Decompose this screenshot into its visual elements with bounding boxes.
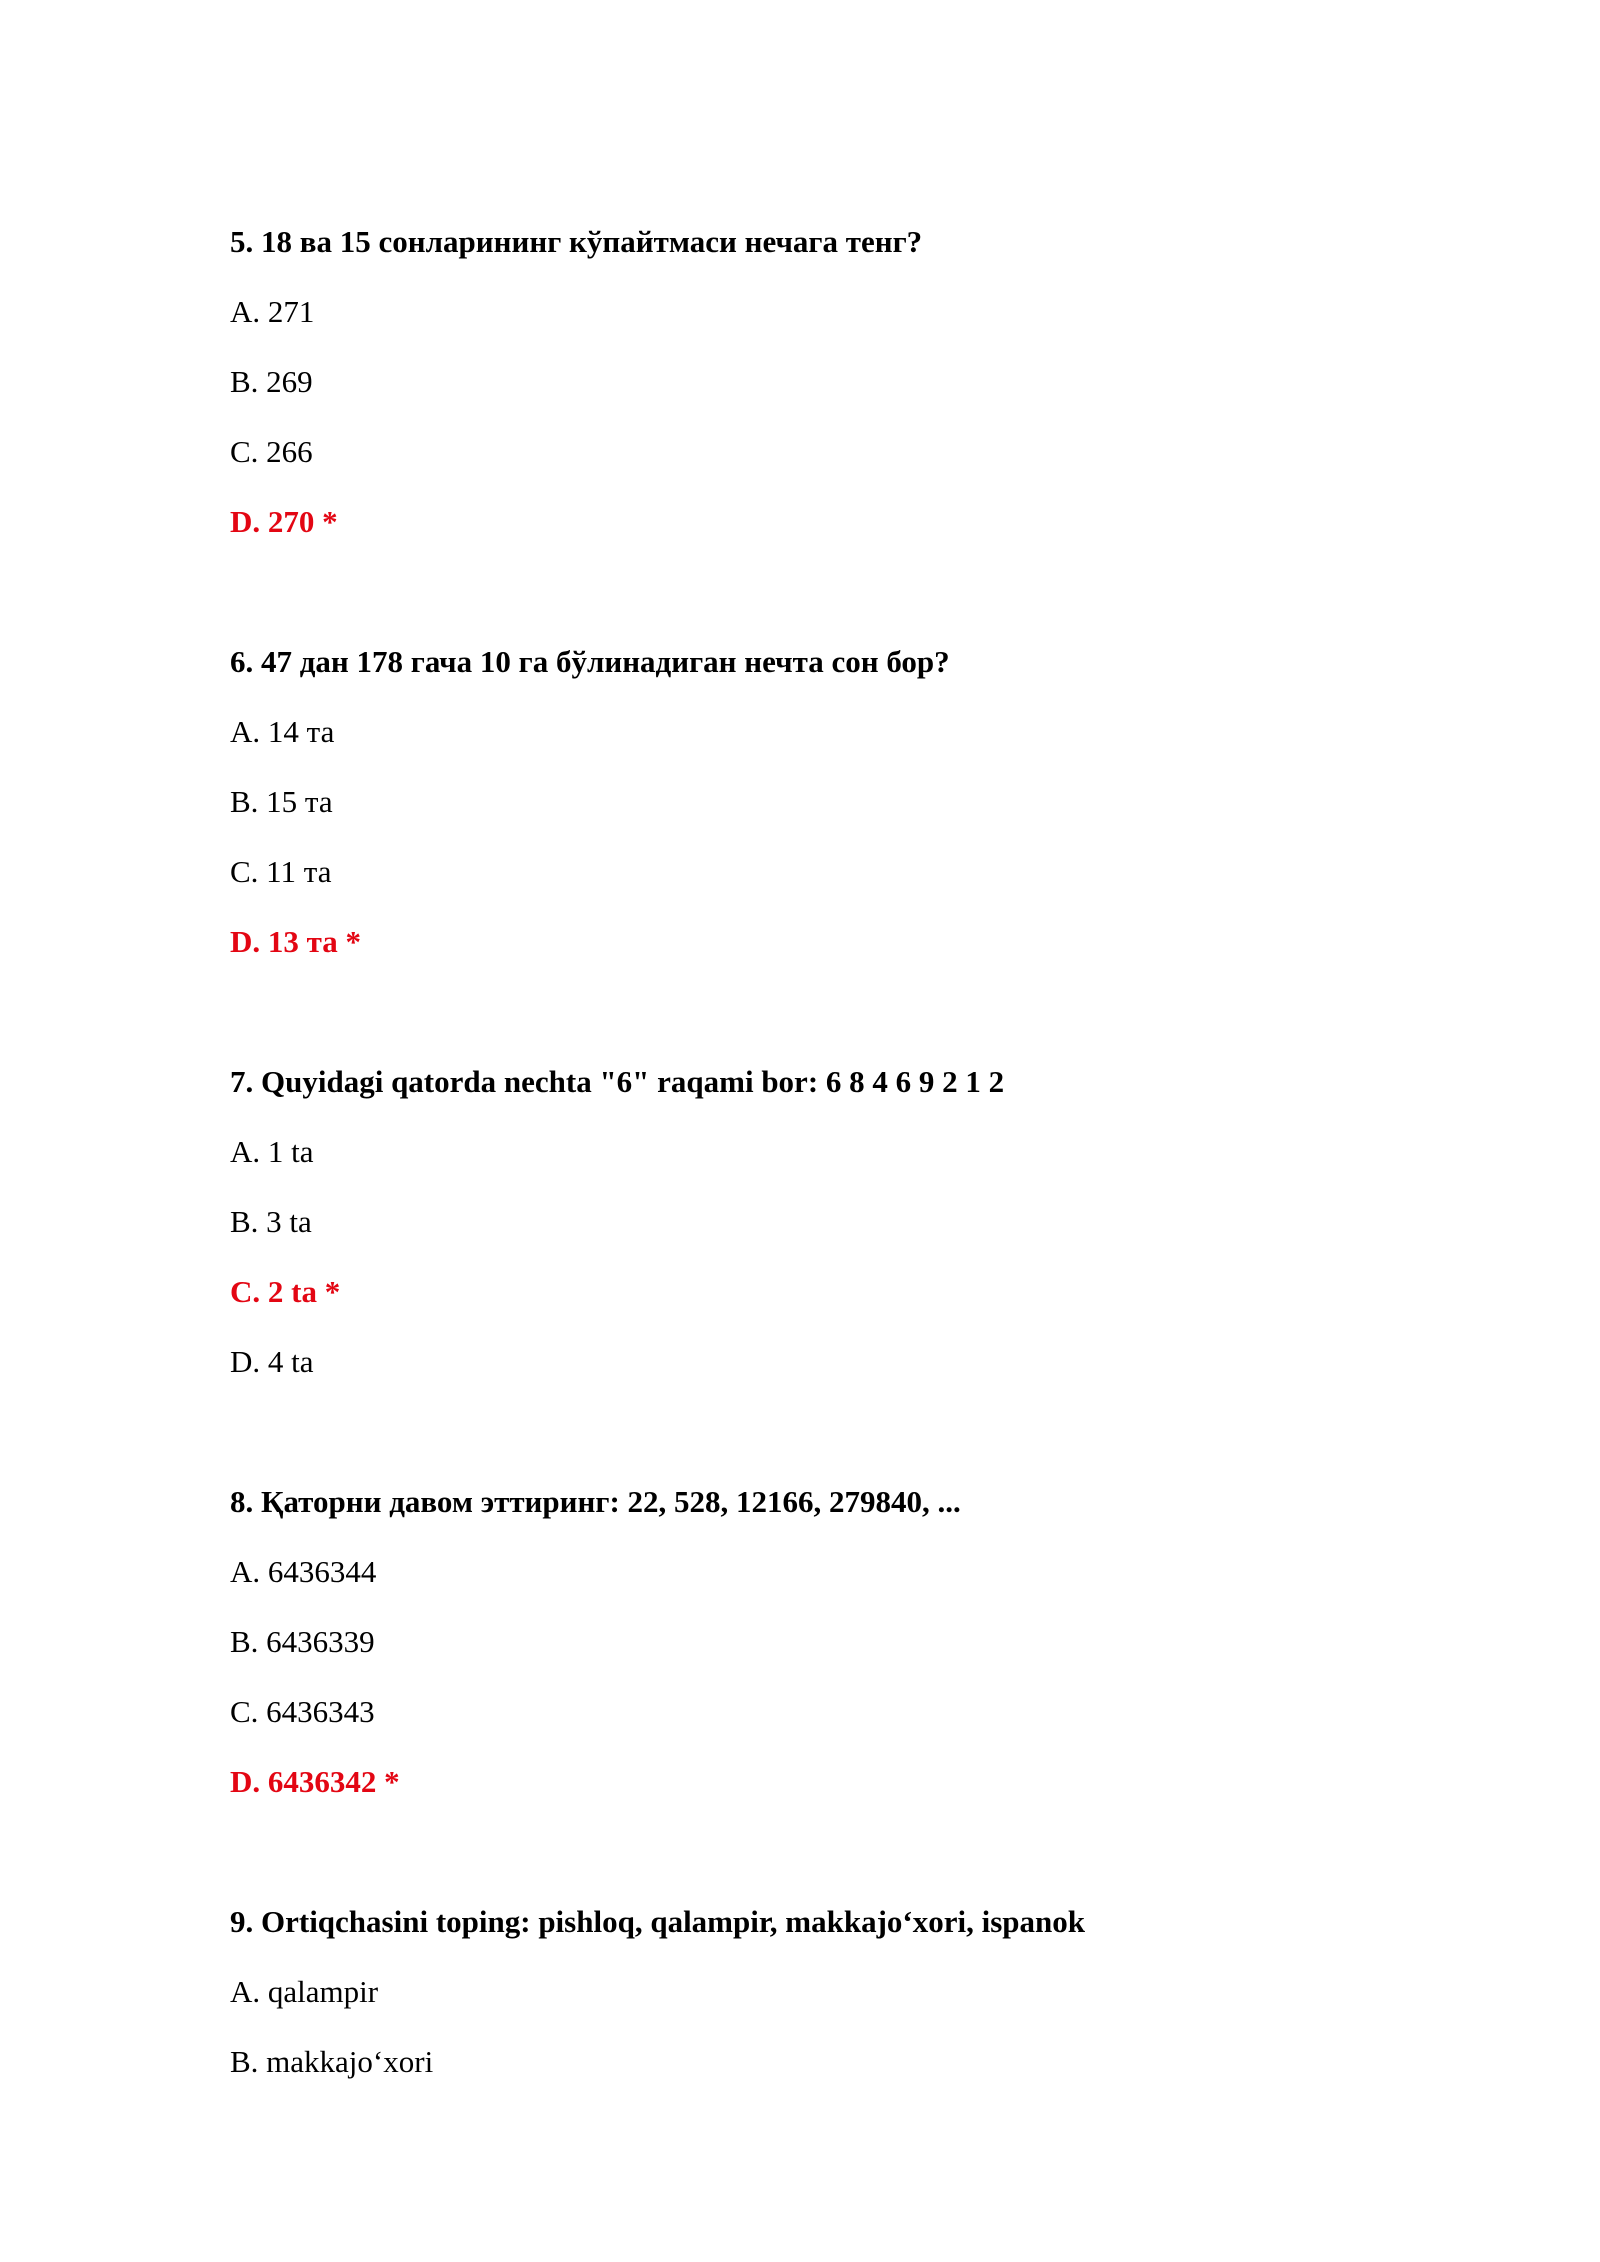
question-7 [230, 1064, 1430, 1380]
answer-option-b: B. 15 та [230, 784, 333, 819]
question-9 [230, 1904, 1430, 2080]
answer-option-c: C. 11 та [230, 854, 332, 889]
answer-option-c-correct: C. 2 ta * [230, 1274, 341, 1309]
answer-option-a: A. 6436344 [230, 1554, 377, 1589]
answer-option-c: C. 6436343 [230, 1694, 375, 1729]
answer-option-a: A. 1 ta [230, 1134, 314, 1169]
answer-option-d-correct: D. 6436342 * [230, 1764, 400, 1799]
question-text: 7. Quyidagi qatorda nechta "6" raqami bor: 6 8 4 6 9 2 1 2 [230, 1064, 1005, 1099]
answer-option-c: C. 266 [230, 434, 313, 469]
question-text: 5. 18 ва 15 сонларининг кўпайтмаси нечага тенг? [230, 224, 923, 259]
answer-option-a: A. 14 та [230, 714, 335, 749]
answer-option-a: A. qalampir [230, 1974, 379, 2009]
answer-option-d-correct: D. 13 та * [230, 924, 361, 959]
question-text: 8. Қаторни давом эттиринг: 22, 528, 12166, 279840, ... [230, 1484, 961, 1519]
answer-option-b: B. makkajo‘xori [230, 2044, 434, 2079]
answer-option-b: B. 6436339 [230, 1624, 375, 1659]
answer-option-b: B. 3 ta [230, 1204, 312, 1239]
answer-option-d: D. 4 ta [230, 1344, 314, 1379]
answer-option-a: A. 271 [230, 294, 315, 329]
question-5 [230, 224, 1430, 540]
question-8 [230, 1484, 1430, 1800]
question-text: 9. Ortiqchasini toping: pishloq, qalampir, makkajo‘xori, ispanok [230, 1904, 1085, 1939]
question-6 [230, 644, 1430, 960]
answer-option-d-correct: D. 270 * [230, 504, 338, 539]
answer-option-b: B. 269 [230, 364, 313, 399]
question-text: 6. 47 дан 178 гача 10 га бўлинадиган нечта сон бор? [230, 644, 950, 679]
